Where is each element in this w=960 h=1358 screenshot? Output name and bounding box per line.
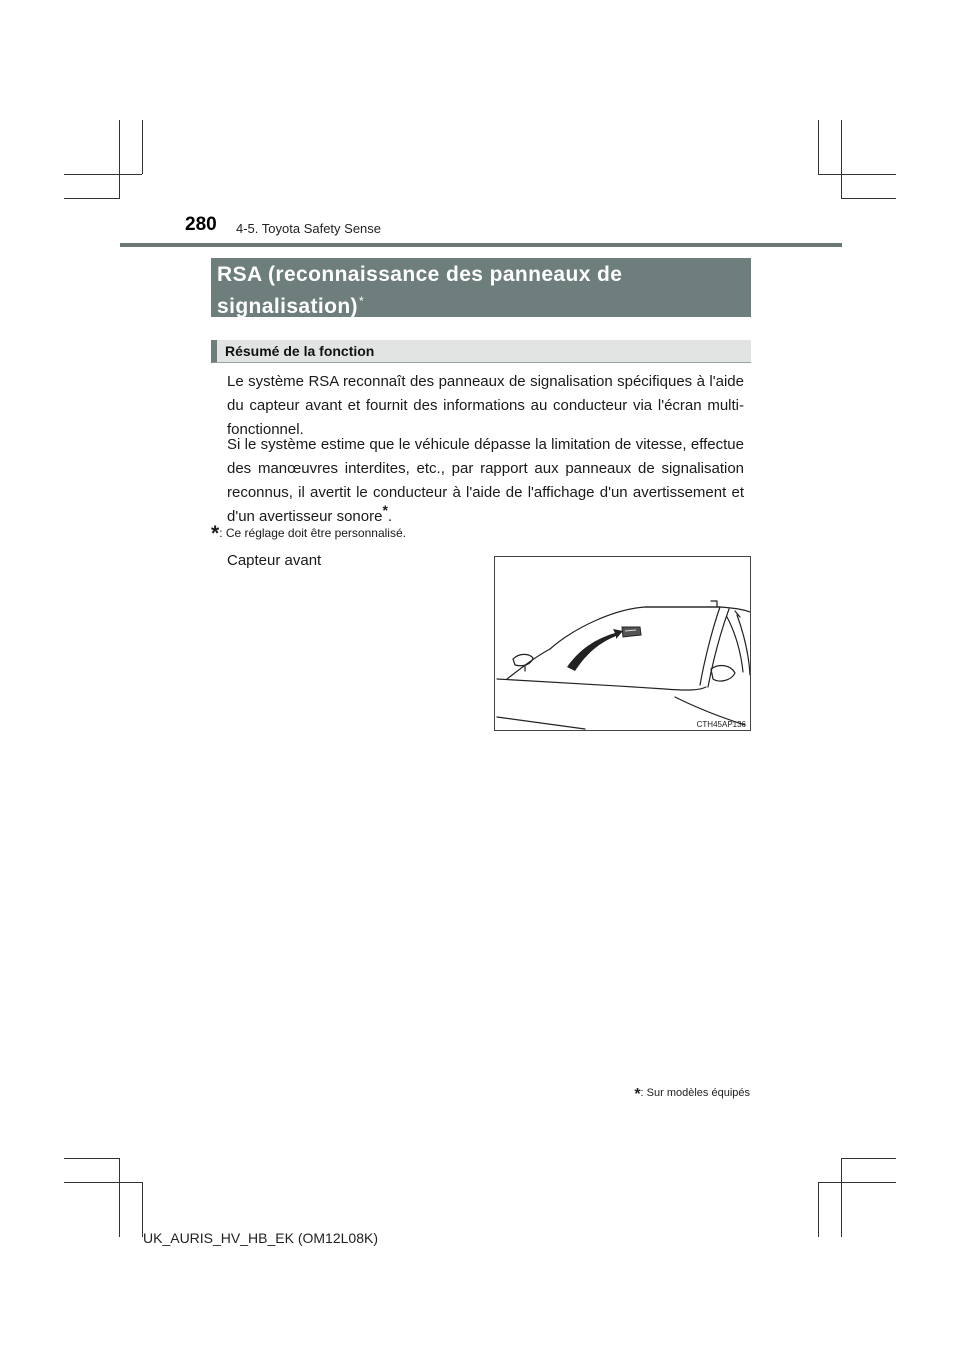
equipment-note bbox=[634, 1086, 750, 1103]
crop-mark bbox=[841, 198, 896, 199]
crop-mark bbox=[818, 1182, 819, 1237]
footnote-text: : Ce réglage doit être personnalisé. bbox=[219, 526, 406, 540]
front-sensor-icon bbox=[622, 627, 641, 637]
warning-paragraph bbox=[227, 433, 744, 529]
equipment-note-text: : Sur modèles équipés bbox=[640, 1087, 750, 1099]
header-rule bbox=[120, 243, 842, 247]
crop-mark bbox=[841, 1158, 842, 1237]
footnote-star: * bbox=[211, 522, 220, 545]
footnote bbox=[211, 522, 406, 545]
section-label: 4-5. Toyota Safety Sense bbox=[236, 221, 382, 236]
warning-paragraph-end: . bbox=[387, 508, 393, 525]
crop-mark bbox=[119, 120, 120, 199]
warning-footnote-marker: * bbox=[382, 502, 388, 518]
crop-mark bbox=[119, 1158, 120, 1237]
section-heading: Résumé de la fonction bbox=[211, 340, 751, 363]
crop-mark bbox=[818, 174, 896, 175]
crop-mark bbox=[64, 1158, 119, 1159]
crop-mark bbox=[64, 174, 142, 175]
crop-mark bbox=[841, 1158, 896, 1159]
crop-mark bbox=[841, 120, 842, 199]
windshield-front-sensor-illustration bbox=[494, 556, 751, 731]
warning-paragraph-text: Si le système estime que le véhicule dépasse la limitation de vitesse, effectue des manœuvres interdites, etc., par rapport aux panneaux de signalisation reconnus, il avertit le conducteur à l'aide de l'affichage d'un avertissement et d'un avertisseur sonore bbox=[227, 436, 744, 525]
crop-mark bbox=[142, 1182, 143, 1237]
figure-code: CTH45AP136 bbox=[696, 720, 746, 729]
crop-mark bbox=[64, 1182, 142, 1183]
crop-mark bbox=[64, 198, 119, 199]
car-windshield-icon bbox=[495, 557, 750, 730]
crop-mark bbox=[818, 1182, 896, 1183]
figure-callout: Capteur avant bbox=[227, 552, 322, 569]
page-title-text: RSA (reconnaissance des panneaux de signalisation) bbox=[217, 263, 623, 318]
title-footnote-marker: * bbox=[358, 294, 365, 308]
page-title bbox=[211, 258, 751, 317]
equipment-note-star: * bbox=[634, 1086, 641, 1103]
page-number: 280 bbox=[185, 214, 217, 235]
crop-mark bbox=[818, 120, 819, 174]
intro-paragraph: Le système RSA reconnaît des panneaux de signalisation spécifiques à l'aide du capteur avant et fournit des informations au conducteur via l'écran multi-fonctionnel. bbox=[227, 373, 744, 438]
document-code: UK_AURIS_HV_HB_EK (OM12L08K) bbox=[143, 1230, 378, 1246]
crop-mark bbox=[142, 120, 143, 174]
